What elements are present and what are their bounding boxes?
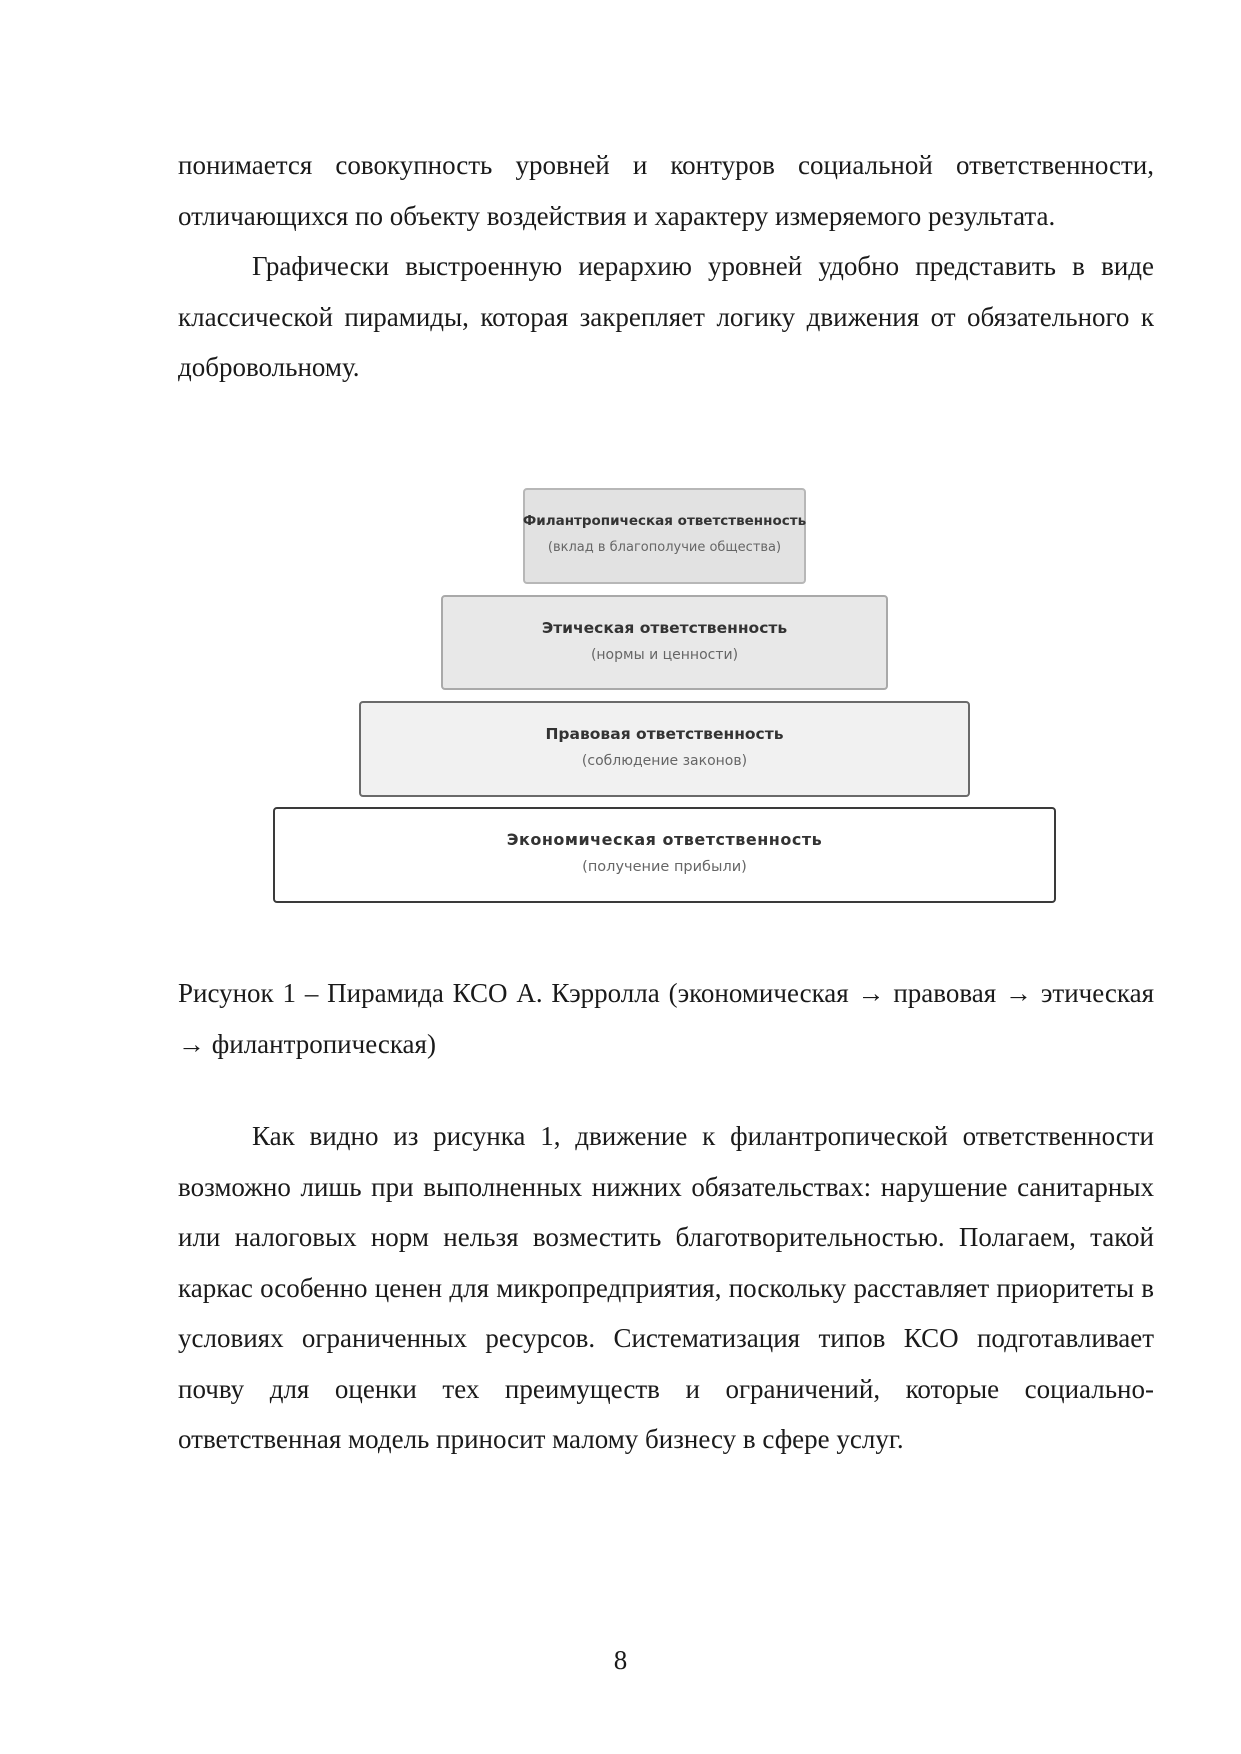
pyramid-level-philanthropic [523, 488, 806, 584]
pyramid-level-ethical [441, 595, 888, 690]
paragraph-conclusion: Как видно из рисунка 1, движение к филантропической ответственности возможно лишь при выполненных нижних обязательствах: нарушение санитарных или налоговых норм нельзя возместить благотворительностью. Полагаем, такой каркас особенно ценен для микропредприятия, поскольку расставляет приоритеты в условиях ограниченных ресурсов. Систематизация типов КСО подготавливает почву для оценки тех преимуществ и ограничений, которые социально-ответственная модель приносит малому бизнесу в сфере услуг. [178, 1121, 1154, 1454]
level-subtitle: (получение прибыли) [582, 859, 747, 875]
level-subtitle: (вклад в благополучие общества) [547, 540, 782, 555]
level-subtitle: (нормы и ценности) [590, 647, 739, 663]
page-number: 8 [613, 1645, 628, 1675]
level-title: Правовая ответственность [545, 725, 784, 743]
body-text-bottom [178, 1111, 1154, 1465]
body-text-top [178, 140, 1154, 393]
figure-caption: Рисунок 1 – Пирамида КСО А. Кэрролла (экономическая → правовая → этическая → филантропическая) [178, 978, 1154, 1059]
figure-caption-block [178, 968, 1154, 1069]
pyramid-level-economic [273, 807, 1056, 903]
level-title: Экономическая ответственность [506, 830, 823, 849]
paragraph-continuation: понимается совокупность уровней и контуров социальной ответственности, отличающихся по объекту воздействия и характеру измеряемого результата. [178, 150, 1154, 231]
level-title: Филантропическая ответственность [522, 513, 807, 529]
pyramid-level-legal [359, 701, 970, 797]
level-title: Этическая ответственность [541, 619, 788, 637]
level-subtitle: (соблюдение законов) [581, 753, 748, 769]
paragraph-pyramid-intro: Графически выстроенную иерархию уровней удобно представить в виде классической пирамиды, которая закрепляет логику движения от обязательного к добровольному. [178, 251, 1154, 382]
